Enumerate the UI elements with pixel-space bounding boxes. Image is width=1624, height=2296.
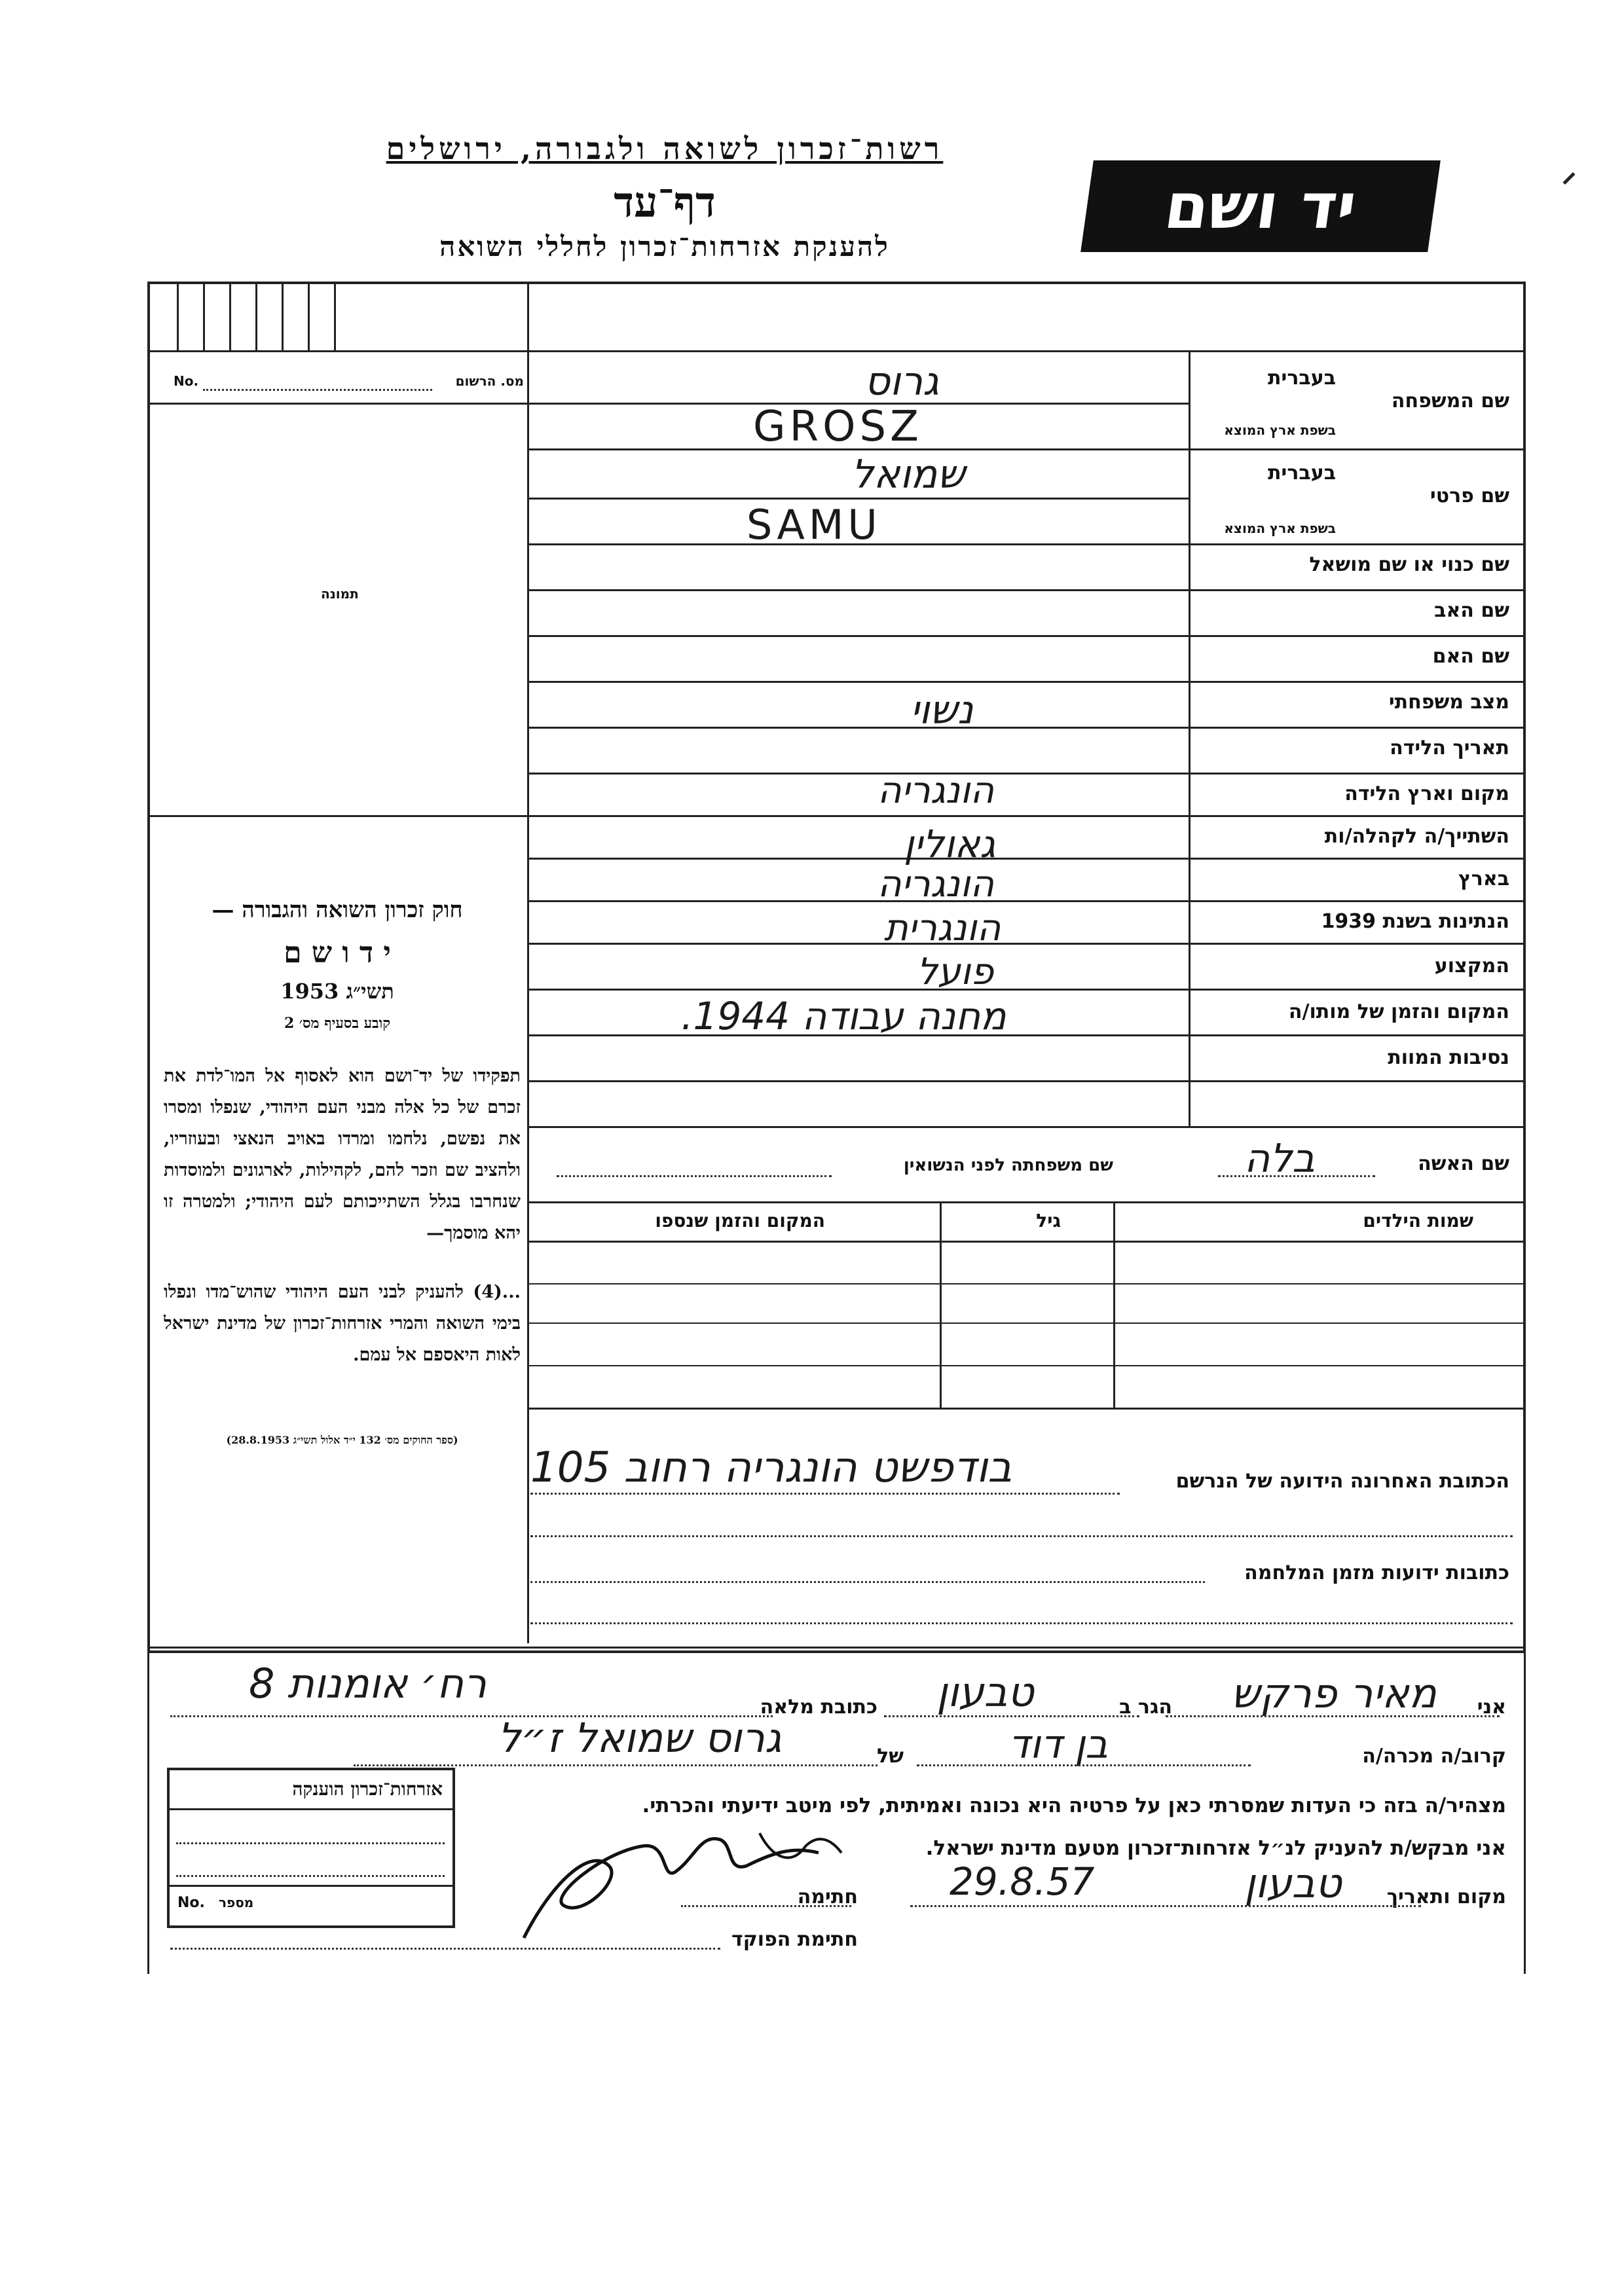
label-citizenship: הנתינות בשנת 1939 (1321, 910, 1509, 933)
yad-vashem-logo (1080, 160, 1441, 252)
value-family-name-he: גרוס (864, 359, 939, 405)
value-relative: בן דוד (1008, 1722, 1108, 1768)
label-wartime-addresses: כתובות ידועות מזמן המלחמה (1244, 1561, 1509, 1584)
value-given-name-he: שמואל (851, 452, 965, 498)
label-death-cause: נסיבות המוות (1388, 1046, 1509, 1069)
law-source: (ספר החוקים מס׳ 132 י״ד אלול תשי״ג 28.8.1953) (226, 1434, 458, 1446)
label-last-address: הכתובת האחרונה הידועה של הנרשם (1175, 1470, 1509, 1493)
label-place-date: מקום ותאריך (1386, 1886, 1506, 1908)
label-relative: קרוב/ה מכרה/ה (1362, 1745, 1506, 1768)
value-country: הונגריה (877, 863, 995, 905)
value-city: טבעון (936, 1668, 1034, 1716)
label-family-origin: בשפת ארץ המוצא (1224, 422, 1336, 438)
label-family-hebrew: בעברית (1268, 367, 1336, 390)
value-family-name-orig: GROSZ (753, 403, 923, 451)
citizenship-box-number-label: מספר (219, 1895, 254, 1910)
law-text-1: תפקידו של יד־ושם הוא לאסוף אל המו־לדת את זכרם של כל אלה מבני העם היהודי, שנפלו ומסרו את נפשם, נלחמו ומרדו באויב הנאצי ובעוזריו, ולהציב שם וזכר להם, לקהילות, לארגונים ולמוסדות שנחרבו בגלל השתייכותם לעם היהודי; ולמטרה זו יהא מוסמך— (164, 1066, 521, 1243)
citizenship-granted-box (167, 1768, 455, 1928)
label-marital: מצב משפחתי (1388, 691, 1509, 714)
form-subtitle: להענקת אזרחות־זכרון לחללי השואה (439, 230, 890, 263)
label-given-origin: בשפת ארץ המוצא (1224, 520, 1336, 536)
logo-text: יד ושם (1160, 170, 1361, 243)
label-declarant: אני (1477, 1696, 1506, 1719)
label-community: השתייך/ה לקהלה/ות (1324, 825, 1509, 848)
value-given-name-orig: SAMU (747, 501, 881, 549)
citizenship-box-title: אזרחות־זכרון הוענקה (292, 1778, 443, 1800)
label-wife: שם האשה (1418, 1152, 1509, 1175)
statement-2: אני מבקש/ת להעניק לנ״ל אזרחות־זכרון מטעם מדינת ישראל. (925, 1836, 1506, 1860)
citizenship-box-no-label: No. (177, 1895, 205, 1911)
label-given-name: שם פרטי (1430, 484, 1509, 507)
value-declarant: מאיר פרקש (1231, 1669, 1437, 1717)
label-of: של (877, 1745, 904, 1768)
value-date: 29.8.57 (950, 1859, 1095, 1904)
label-given-hebrew: בעברית (1268, 462, 1336, 484)
value-full-address: רח׳ אומנות 8 (249, 1660, 487, 1707)
value-of: גרוס שמואל ז״ל (498, 1714, 782, 1762)
label-mother: שם האם (1432, 645, 1509, 668)
registration-label: מס. הרשום (455, 373, 524, 389)
label-nickname: שם כנוי או שם מושאל (1309, 553, 1509, 576)
label-country: בארץ (1458, 867, 1509, 890)
authority-title: רשות־זכרון לשואה ולגבורה, ירושלים (386, 131, 944, 166)
registration-no-label: No. (174, 373, 199, 389)
corner-mark (1562, 172, 1575, 185)
label-father: שם האב (1434, 599, 1509, 622)
label-profession: המקצוע (1434, 955, 1509, 977)
law-heading: חוק זכרון השואה והגבורה — (212, 897, 463, 923)
label-age: גיל (1036, 1210, 1061, 1231)
value-last-address: בודפשט הונגריה רחוב 105 (530, 1444, 1012, 1492)
law-year: תשי״ג 1953 (280, 979, 394, 1004)
photo-label: תמונה (321, 586, 359, 602)
label-birth-date: תאריך הלידה (1390, 737, 1509, 759)
value-place: טבעון (1244, 1859, 1342, 1907)
label-children-names: שמות הילדים (1363, 1210, 1473, 1231)
label-death-place-time: המקום והזמן של מותו/ה (1288, 1000, 1509, 1023)
value-marital: נשוי (910, 687, 974, 733)
law-name: י ד ו ש ם (284, 936, 391, 970)
label-signature: חתימה (797, 1886, 858, 1908)
law-clause: קובע בסעיף מס׳ 2 (284, 1015, 391, 1032)
label-resides: הגר ב (1119, 1696, 1172, 1719)
value-death-place-time: מחנה עבודה 1944. (681, 994, 1006, 1038)
statement-1: מצהיר/ה בזה כי העדות שמסרתי כאן על פרטיה היא נכונה ואמיתית, לפי מיטב ידיעתי והכרתי. (642, 1794, 1506, 1817)
label-full-address: כתובת מלאה (760, 1696, 877, 1719)
label-birth-place: מקום וארץ הלידה (1344, 782, 1509, 805)
label-children-death: המקום והזמן שנספו (655, 1210, 825, 1231)
value-wife: בלה (1244, 1136, 1315, 1182)
value-citizenship: הונגרית (884, 907, 1001, 949)
value-community: גאולין (904, 822, 996, 866)
value-profession: פועל (917, 951, 994, 993)
label-wife-maiden: שם משפחתה לפני הנשואין (903, 1156, 1113, 1175)
value-birth-place: הונגריה (877, 769, 995, 812)
label-officer-signature: חתימת הפוקד (731, 1928, 858, 1951)
form-title: דף־עד (614, 178, 716, 227)
label-family-name: שם המשפחה (1391, 390, 1509, 412)
law-text-2: ...(4) להעניק לבני העם היהודי שהוש־מדו ונפלו בימי השואה והמרי אזרחות־זכרון של מדינת ישראל לאות היאספם אל עמם. (164, 1282, 521, 1365)
